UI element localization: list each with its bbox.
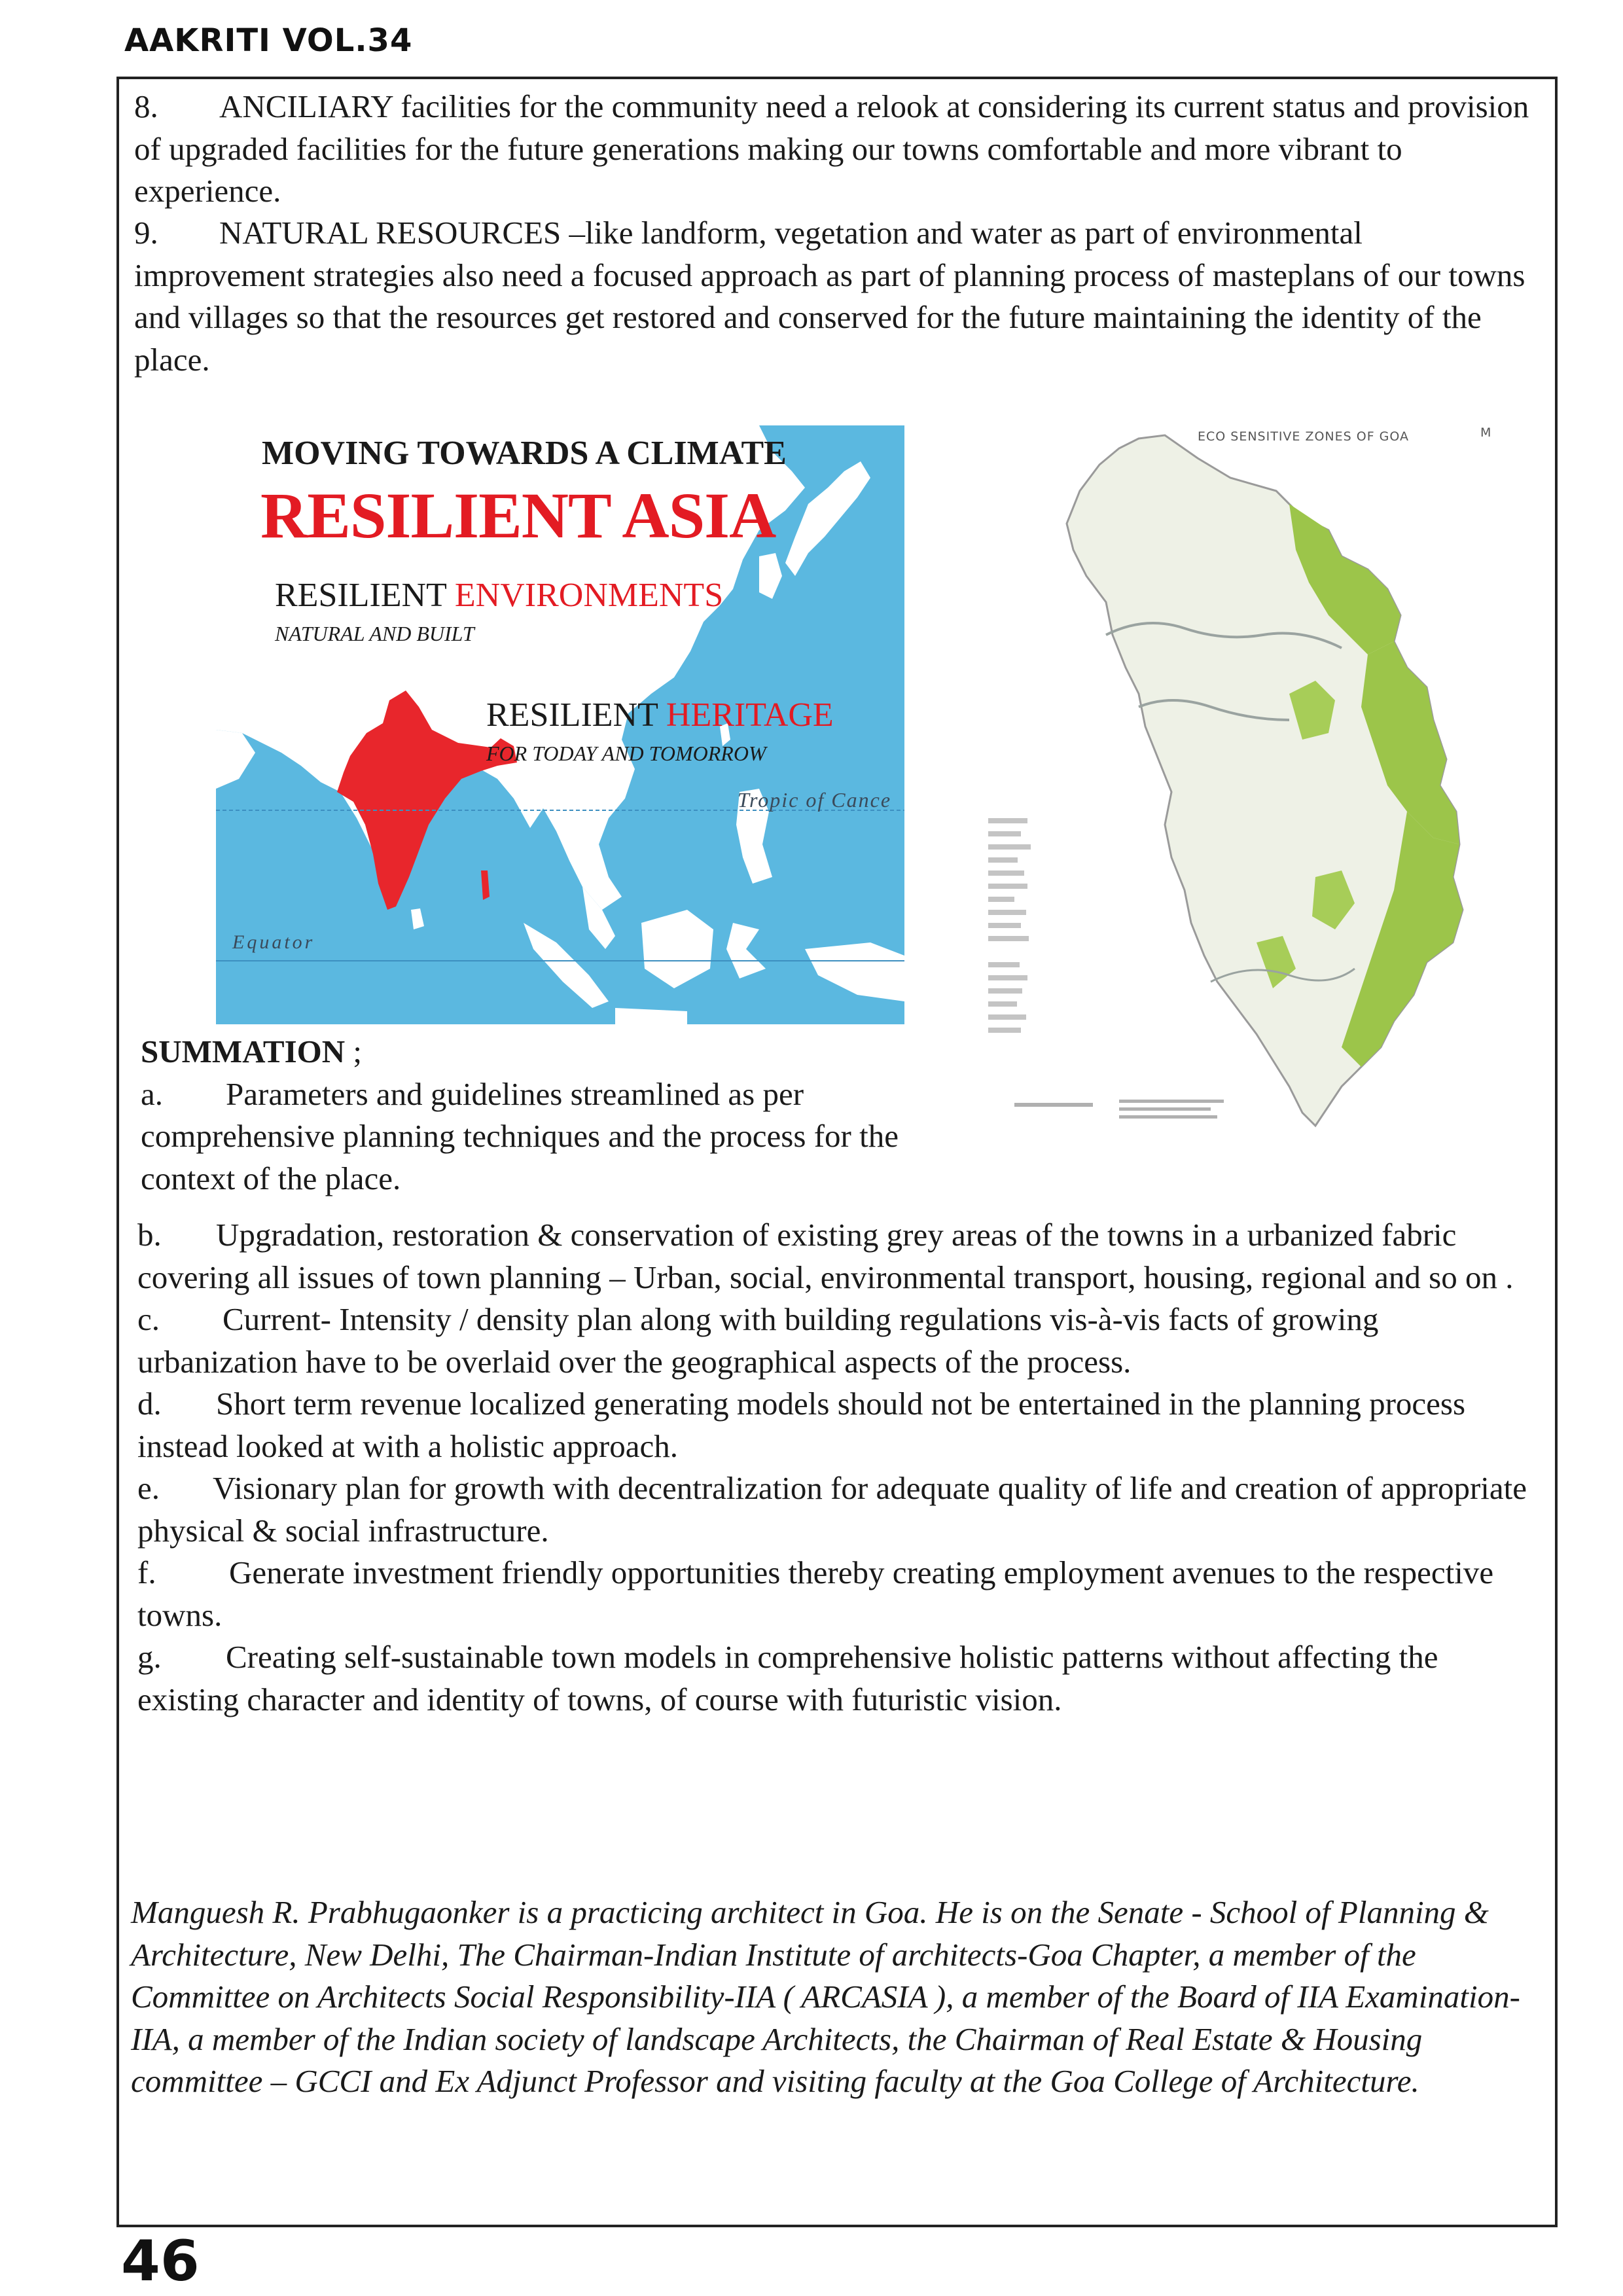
north-arrow-label: M xyxy=(1480,425,1491,440)
item-e-number: e. xyxy=(137,1470,160,1506)
goa-eco-sensitive-map xyxy=(975,419,1499,1145)
summation-item-b xyxy=(137,1214,1544,1299)
map-legend xyxy=(988,818,1031,1033)
page-number: 46 xyxy=(121,2229,200,2294)
paragraph-9 xyxy=(134,212,1541,381)
heritage-subtitle: FOR TODAY AND TOMORROW xyxy=(486,742,766,765)
item-g-text: Creating self-sustainable town models in comprehensive holistic patterns without affecting the existing character and identity of towns, of course with futuristic vision. xyxy=(137,1639,1438,1717)
item-g-number: g. xyxy=(137,1639,162,1675)
climate-resilient-asia-poster xyxy=(216,425,904,1024)
summation-heading xyxy=(141,1031,985,1073)
map-title: ECO SENSITIVE ZONES OF GOA xyxy=(1198,429,1410,444)
item-d-text: Short term revenue localized generating models should not be entertained in the planning process instead looked at with a holistic approach. xyxy=(137,1386,1466,1464)
item-b-text: Upgradation, restoration & conservation of existing grey areas of the towns in a urbanized fabric covering all issues of town planning – Urban, social, environmental transport, housing, regional and so on . xyxy=(137,1217,1514,1295)
summation-heading-text: SUMMATION xyxy=(141,1033,346,1069)
env-label-b: ENVIRONMENTS xyxy=(454,577,724,614)
her-label-a: RESILIENT xyxy=(486,696,666,734)
item-a-text: Parameters and guidelines streamlined as per comprehensive planning techniques and the process for the context of the place. xyxy=(141,1075,899,1196)
summation-item-g xyxy=(137,1636,1544,1721)
paragraph-9-text: NATURAL RESOURCES –like landform, vegetation and water as part of environmental improvement strategies also need a focused approach as part of planning process of masteplans of our towns and villages so that the resources get restored and conserved for the future maintaining the identity of the place. xyxy=(134,215,1525,378)
environments-subtitle: NATURAL AND BUILT xyxy=(275,622,474,645)
item-c-number: c. xyxy=(137,1301,160,1337)
equator-label: Equator xyxy=(232,931,315,953)
summation-item-d xyxy=(137,1383,1544,1467)
paragraph-8-number: 8. xyxy=(134,88,158,124)
magazine-header: AAKRITI VOL.34 xyxy=(124,22,413,59)
item-b-number: b. xyxy=(137,1217,162,1253)
item-c-text: Current- Intensity / density plan along with building regulations vis-à-vis facts of growing urbanization have to be overlaid over the geographical aspects of the process. xyxy=(137,1301,1379,1380)
poster-subtitle: MOVING TOWARDS A CLIMATE xyxy=(262,435,787,472)
summation-heading-suffix: ; xyxy=(345,1033,363,1069)
env-label-a: RESILIENT xyxy=(275,577,455,614)
summation-item-c xyxy=(137,1299,1544,1383)
her-label-b: HERITAGE xyxy=(666,696,834,734)
item-e-text: Visionary plan for growth with decentralization for adequate quality of life and creation of appropriate physical & social infrastructure. xyxy=(137,1470,1527,1549)
tropic-of-cancer-label: Tropic of Cance xyxy=(738,788,892,812)
resilient-environments-label xyxy=(275,576,723,615)
summation-item-f xyxy=(137,1552,1544,1636)
author-bio: Manguesh R. Prabhugaonker is a practicing architect in Goa. He is on the Senate - School of Planning & Architecture, New Delhi, The Chairman-Indian Institute of architects-Goa Chapter, a member of the Committee on Architects Social Responsibility-IIA ( ARCASIA ), a member of the Board of IIA Examination-IIA, a member of the Indian society of landscape Architects, the Chairman of Real Estate & Housing committee – GCCI and Ex Adjunct Professor and visiting faculty at the Goa College of Architecture. xyxy=(131,1894,1520,2099)
paragraph-8-text: ANCILIARY facilities for the community need a relook at considering its current status and provision of upgraded facilities for the future generations making our towns comfortable and more vibrant to experience. xyxy=(134,88,1529,209)
item-f-number: f. xyxy=(137,1554,156,1590)
poster-title: RESILIENT ASIA xyxy=(260,479,776,552)
paragraph-8 xyxy=(134,86,1541,213)
item-f-text: Generate investment friendly opportunities thereby creating employment avenues to the respective towns. xyxy=(137,1554,1494,1633)
summation-item-a xyxy=(141,1073,985,1200)
item-a-number: a. xyxy=(141,1075,163,1112)
summation-block xyxy=(141,1031,985,1200)
resilient-heritage-label xyxy=(486,696,834,734)
scale-bar xyxy=(1014,1100,1224,1119)
paragraph-9-number: 9. xyxy=(134,215,158,251)
summation-item-e xyxy=(137,1467,1544,1552)
goa-map-graphic xyxy=(975,419,1499,1145)
item-d-number: d. xyxy=(137,1386,162,1422)
summation-items-list xyxy=(137,1214,1544,1721)
